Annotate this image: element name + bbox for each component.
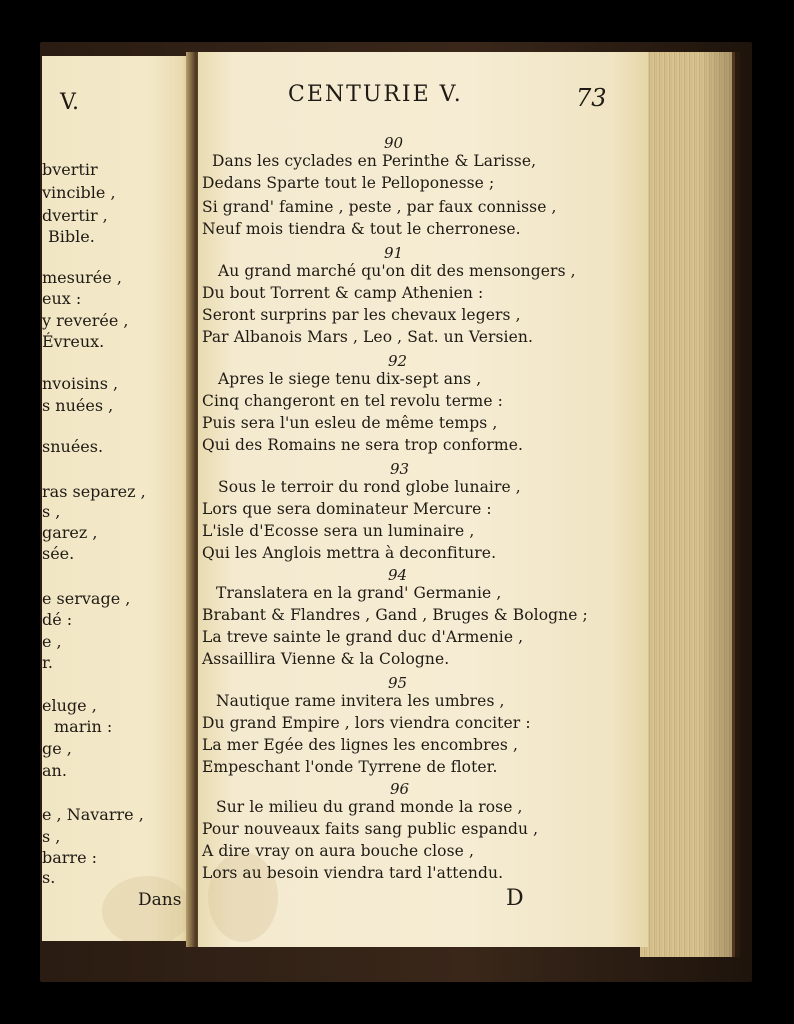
- running-head: CENTURIE V.: [288, 82, 463, 107]
- verse-line: Seront surprins par les chevaux legers ,: [202, 306, 521, 324]
- verse-line: Apres le siege tenu dix-sept ans ,: [218, 370, 482, 388]
- verse-line: Du bout Torrent & camp Athenien :: [202, 284, 484, 302]
- page-number: 73: [576, 84, 607, 112]
- left-line: Évreux.: [42, 332, 105, 351]
- left-line: an.: [42, 761, 67, 780]
- left-line: sée.: [42, 544, 75, 563]
- verse-line: Au grand marché qu'on dit des mensongers ,: [218, 262, 576, 280]
- verse-line: Empeschant l'onde Tyrrene de floter.: [202, 758, 498, 776]
- left-line: bvertir: [42, 160, 98, 179]
- quatrain-number: 94: [388, 566, 408, 584]
- verse-line: Nautique rame invitera les umbres ,: [216, 692, 505, 710]
- left-line: eux :: [42, 289, 82, 308]
- quatrain-number: 96: [390, 780, 410, 798]
- verse-line: Du grand Empire , lors viendra conciter :: [202, 714, 531, 732]
- left-line: e ,: [42, 632, 62, 651]
- right-page: [198, 52, 648, 947]
- verse-line: L'isle d'Ecosse sera un luminaire ,: [202, 522, 475, 540]
- left-line: mesurée ,: [42, 268, 122, 287]
- verse-line: Sur le milieu du grand monde la rose ,: [216, 798, 523, 816]
- verse-line: Par Albanois Mars , Leo , Sat. un Versien.: [202, 328, 533, 346]
- quatrain-number: 91: [384, 244, 404, 262]
- left-line: Bible.: [48, 227, 95, 246]
- verse-line: Si grand' famine , peste , par faux connisse ,: [202, 198, 557, 216]
- verse-line: A dire vray on aura bouche close ,: [202, 842, 474, 860]
- quatrain-number: 95: [388, 674, 408, 692]
- verse-line: Lors au besoin viendra tard l'attendu.: [202, 864, 504, 882]
- left-line: barre :: [42, 848, 98, 867]
- left-line: r.: [42, 653, 53, 672]
- left-line: e , Navarre ,: [42, 805, 144, 824]
- left-line: vincible ,: [42, 183, 116, 202]
- verse-line: Assaillira Vienne & la Cologne.: [202, 650, 450, 668]
- verse-line: Cinq changeront en tel revolu terme :: [202, 392, 503, 410]
- left-page: [42, 56, 194, 941]
- left-catchword: Dans: [138, 890, 182, 910]
- left-line: s.: [42, 868, 56, 887]
- left-line: s nuées ,: [42, 396, 114, 415]
- left-line: ras separez ,: [42, 482, 146, 501]
- left-line: ge ,: [42, 739, 72, 758]
- verse-line: Puis sera l'un esleu de même temps ,: [202, 414, 498, 432]
- verse-line: Dedans Sparte tout le Pelloponesse ;: [202, 174, 495, 192]
- left-line: nvoisins ,: [42, 374, 119, 393]
- left-line: s ,: [42, 827, 61, 846]
- left-line: dé :: [42, 610, 73, 629]
- verse-line: Pour nouveaux faits sang public espandu ,: [202, 820, 539, 838]
- quatrain-number: 93: [390, 460, 410, 478]
- page-edges-shade: [700, 52, 740, 957]
- verse-line: La treve sainte le grand duc d'Armenie ,: [202, 628, 524, 646]
- verse-line: Translatera en la grand' Germanie ,: [216, 584, 502, 602]
- verse-line: Sous le terroir du rond globe lunaire ,: [218, 478, 521, 496]
- left-line: snuées.: [42, 437, 104, 456]
- left-line: y reverée ,: [42, 311, 129, 330]
- left-line: marin :: [54, 717, 113, 736]
- verse-line: Qui les Anglois mettra à deconfiture.: [202, 544, 497, 562]
- left-running-head: V.: [60, 90, 80, 115]
- quatrain-number: 92: [388, 352, 408, 370]
- signature-mark: D: [506, 886, 524, 911]
- verse-line: Brabant & Flandres , Gand , Bruges & Bologne ;: [202, 606, 588, 624]
- verse-line: La mer Egée des lignes les encombres ,: [202, 736, 519, 754]
- left-line: eluge ,: [42, 696, 97, 715]
- left-line: garez ,: [42, 523, 98, 542]
- verse-line: Lors que sera dominateur Mercure :: [202, 500, 492, 518]
- left-line: s ,: [42, 502, 61, 521]
- verse-line: Dans les cyclades en Perinthe & Larisse,: [212, 152, 537, 170]
- verse-line: Qui des Romains ne sera trop conforme.: [202, 436, 523, 454]
- left-line: e servage ,: [42, 589, 131, 608]
- left-line: dvertir ,: [42, 206, 108, 225]
- verse-line: Neuf mois tiendra & tout le cherronese.: [202, 220, 521, 238]
- quatrain-number: 90: [384, 134, 404, 152]
